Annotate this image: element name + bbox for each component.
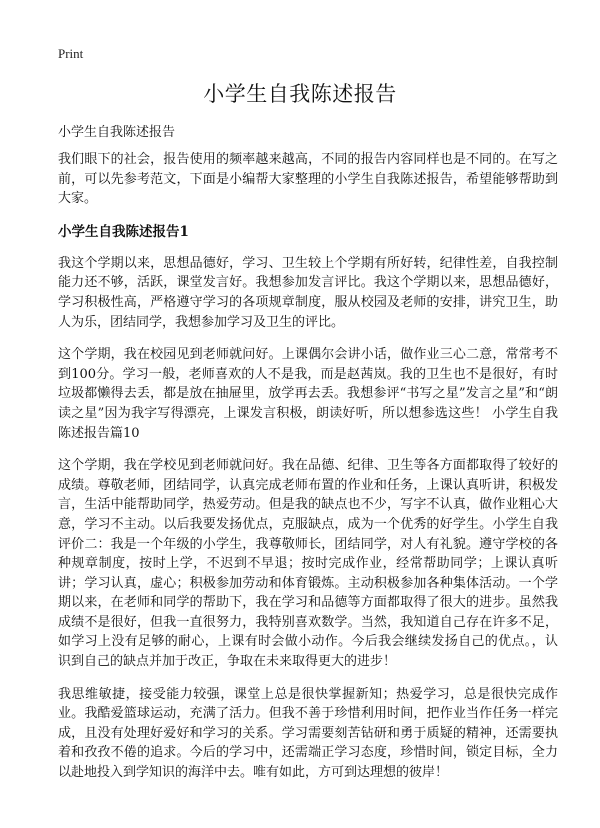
- body-paragraph-4: 我思维敏捷，接受能力较强，课堂上总是很快掌握新知；热爱学习，总是很快完成作业。我酷爱篮球运动，充满了活力。但我不善于珍惜利用时间，把作业当作任务一样完成，且没有处理好爱好和学习的关系。学习需要刻苦钻研和勇于质疑的精神，还需要执着和孜孜不倦的追求。今后的学习中，还需端正学习态度，珍惜时间，锁定目标，全力以赴地投入到学知识的海洋中去。唯有如此，方可到达理想的彼岸！: [58, 686, 558, 781]
- intro-paragraph: 我们眼下的社会，报告使用的频率越来越高，不同的报告内容同样也是不同的。在写之前，可以先参考范文，下面是小编帮大家整理的小学生自我陈述报告，希望能够帮助到大家。: [58, 152, 558, 207]
- body-paragraph-1: 我这个学期以来，思想品德好，学习、卫生较上个学期有所好转，纪律性差，自我控制能力还不够，活跃，课堂发言好。我想参加发言评比。我这个学期以来，思想品德好，学习积极性高，严格遵守学习的各项规章制度，服从校园及老师的安排，讲究卫生，助人为乐，团结同学，我想参加学习及卫生的评比。: [58, 255, 558, 330]
- page-title: 小学生自我陈述报告: [203, 82, 397, 106]
- body-paragraph-2: 这个学期，我在校园见到老师就问好。上课偶尔会讲小话，做作业三心二意，常常考不到100分。学习一般，老师喜欢的人不是我，而是赵茜岚。我的卫生也不是很好，有时垃圾都懒得去丢，都是放在抽屉里，放学再去丢。我想参评“书写之星”发言之星”和“朗读之星”因为我字写得漂亮，上课发言积极，朗读好听，所以想参选这些！ 小学生自我陈述报告篇10: [58, 347, 558, 441]
- subtitle: 小学生自我陈述报告: [58, 125, 176, 140]
- article-body: [58, 150, 558, 796]
- section-heading: 小学生自我陈述报告1: [58, 223, 189, 240]
- body-paragraph-3: 这个学期，我在学校见到老师就问好。我在品德、纪律、卫生等各方面都取得了较好的成绩。尊敬老师，团结同学，认真完成老师布置的作业和任务，上课认真听讲，积极发言，生活中能帮助同学，热爱劳动。但是我的缺点也不少，写字不认真，做作业粗心大意，学习不主动。以后我要发扬优点，克服缺点，成为一个优秀的好学生。小学生自我评价二：我是一个年级的小学生，我尊敬师长，团结同学，对人有礼貌。遵守学校的各种规章制度，按时上学，不迟到不早退；按时完成作业，经常帮助同学；上课认真听讲；学习认真，虚心；积极参加劳动和体育锻炼。主动积极参加各种集体活动。一个学期以来，在老师和同学的帮助下，我在学习和品德等方面都取得了很大的进步。虽然我成绩不是很好，但我一直很努力，我特别喜欢数学。当然，我知道自己存在许多不足，如学习上没有足够的耐心，上课有时会做小动作。今后我会继续发扬自己的优点。，认识到自己的缺点并加于改正，争取在未来取得更大的进步！: [58, 458, 558, 670]
- print-link[interactable]: Print: [58, 46, 84, 61]
